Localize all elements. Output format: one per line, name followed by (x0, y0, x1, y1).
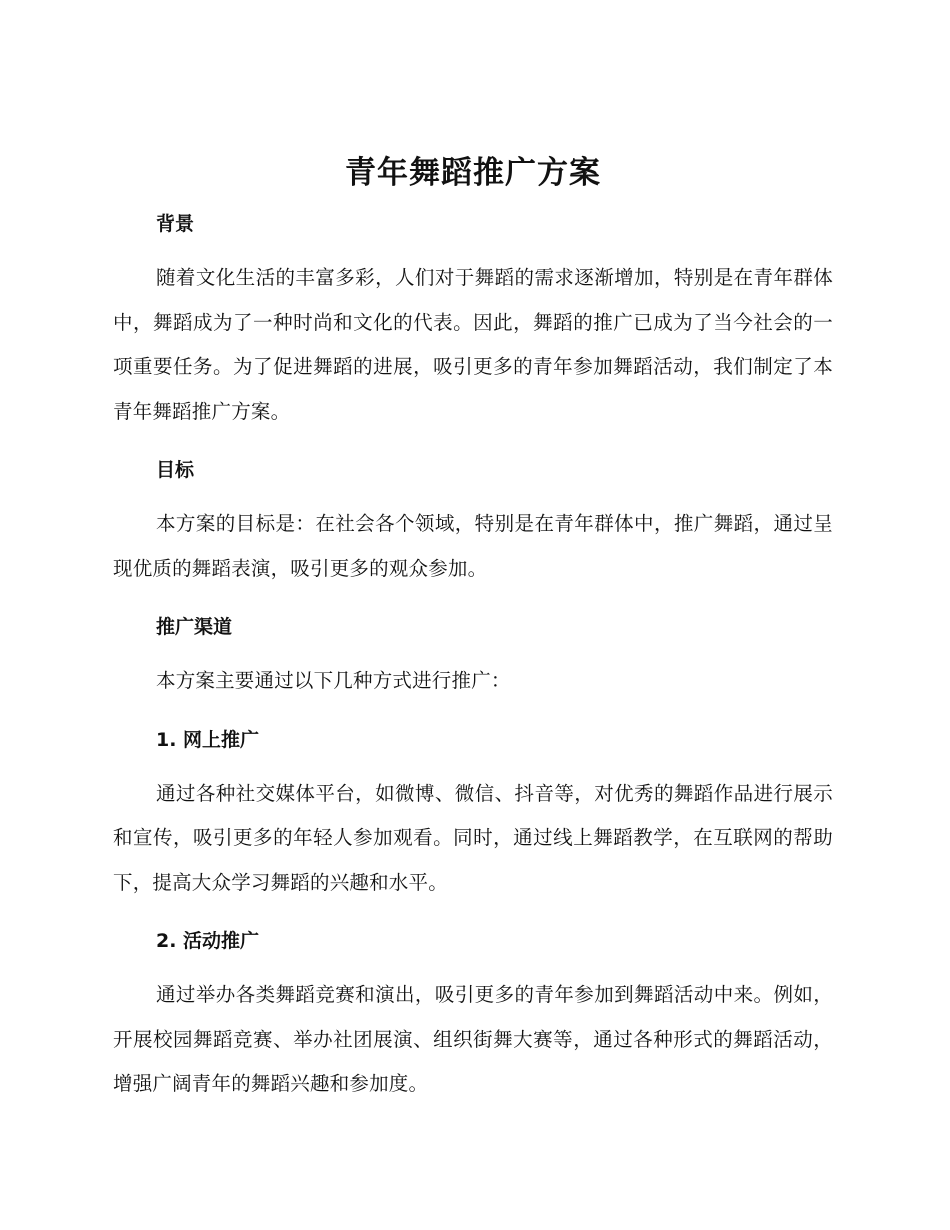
section-heading-online: 1. 网上推广 (156, 728, 260, 751)
section-heading-channels: 推广渠道 (156, 616, 233, 638)
online-paragraph: 通过各种社交媒体平台，如微博、微信、抖音等，对优秀的舞蹈作品进行展示和宣传，吸引更多的年轻人参加观看。同时，通过线上舞蹈教学，在互联网的帮助下，提高大众学习舞蹈的兴趣和水平。 (113, 781, 833, 894)
events-paragraph: 通过举办各类舞蹈竞赛和演出，吸引更多的青年参加到舞蹈活动中来。例如，开展校园舞蹈竞赛、举办社团展演、组织街舞大赛等，通过各种形式的舞蹈活动，增强广阔青年的舞蹈兴趣和参加度。 (113, 983, 833, 1095)
page-title: 青年舞蹈推广方案 (345, 155, 601, 191)
background-paragraph: 随着文化生活的丰富多彩，人们对于舞蹈的需求逐渐增加，特别是在青年群体中，舞蹈成为了一种时尚和文化的代表。因此，舞蹈的推广已成为了当今社会的一项重要任务。为了促进舞蹈的进展，吸引更多的青年参加舞蹈活动，我们制定了本青年舞蹈推广方案。 (113, 266, 833, 423)
section-heading-goal: 目标 (156, 459, 195, 481)
document-body (113, 150, 833, 1107)
section-heading-events: 2. 活动推广 (156, 930, 260, 952)
channels-paragraph: 本方案主要通过以下几种方式进行推广： (156, 669, 511, 692)
section-heading-background: 背景 (156, 213, 195, 235)
goal-paragraph: 本方案的目标是：在社会各个领域，特别是在青年群体中，推广舞蹈，通过呈现优质的舞蹈表演，吸引更多的观众参加。 (113, 512, 833, 580)
